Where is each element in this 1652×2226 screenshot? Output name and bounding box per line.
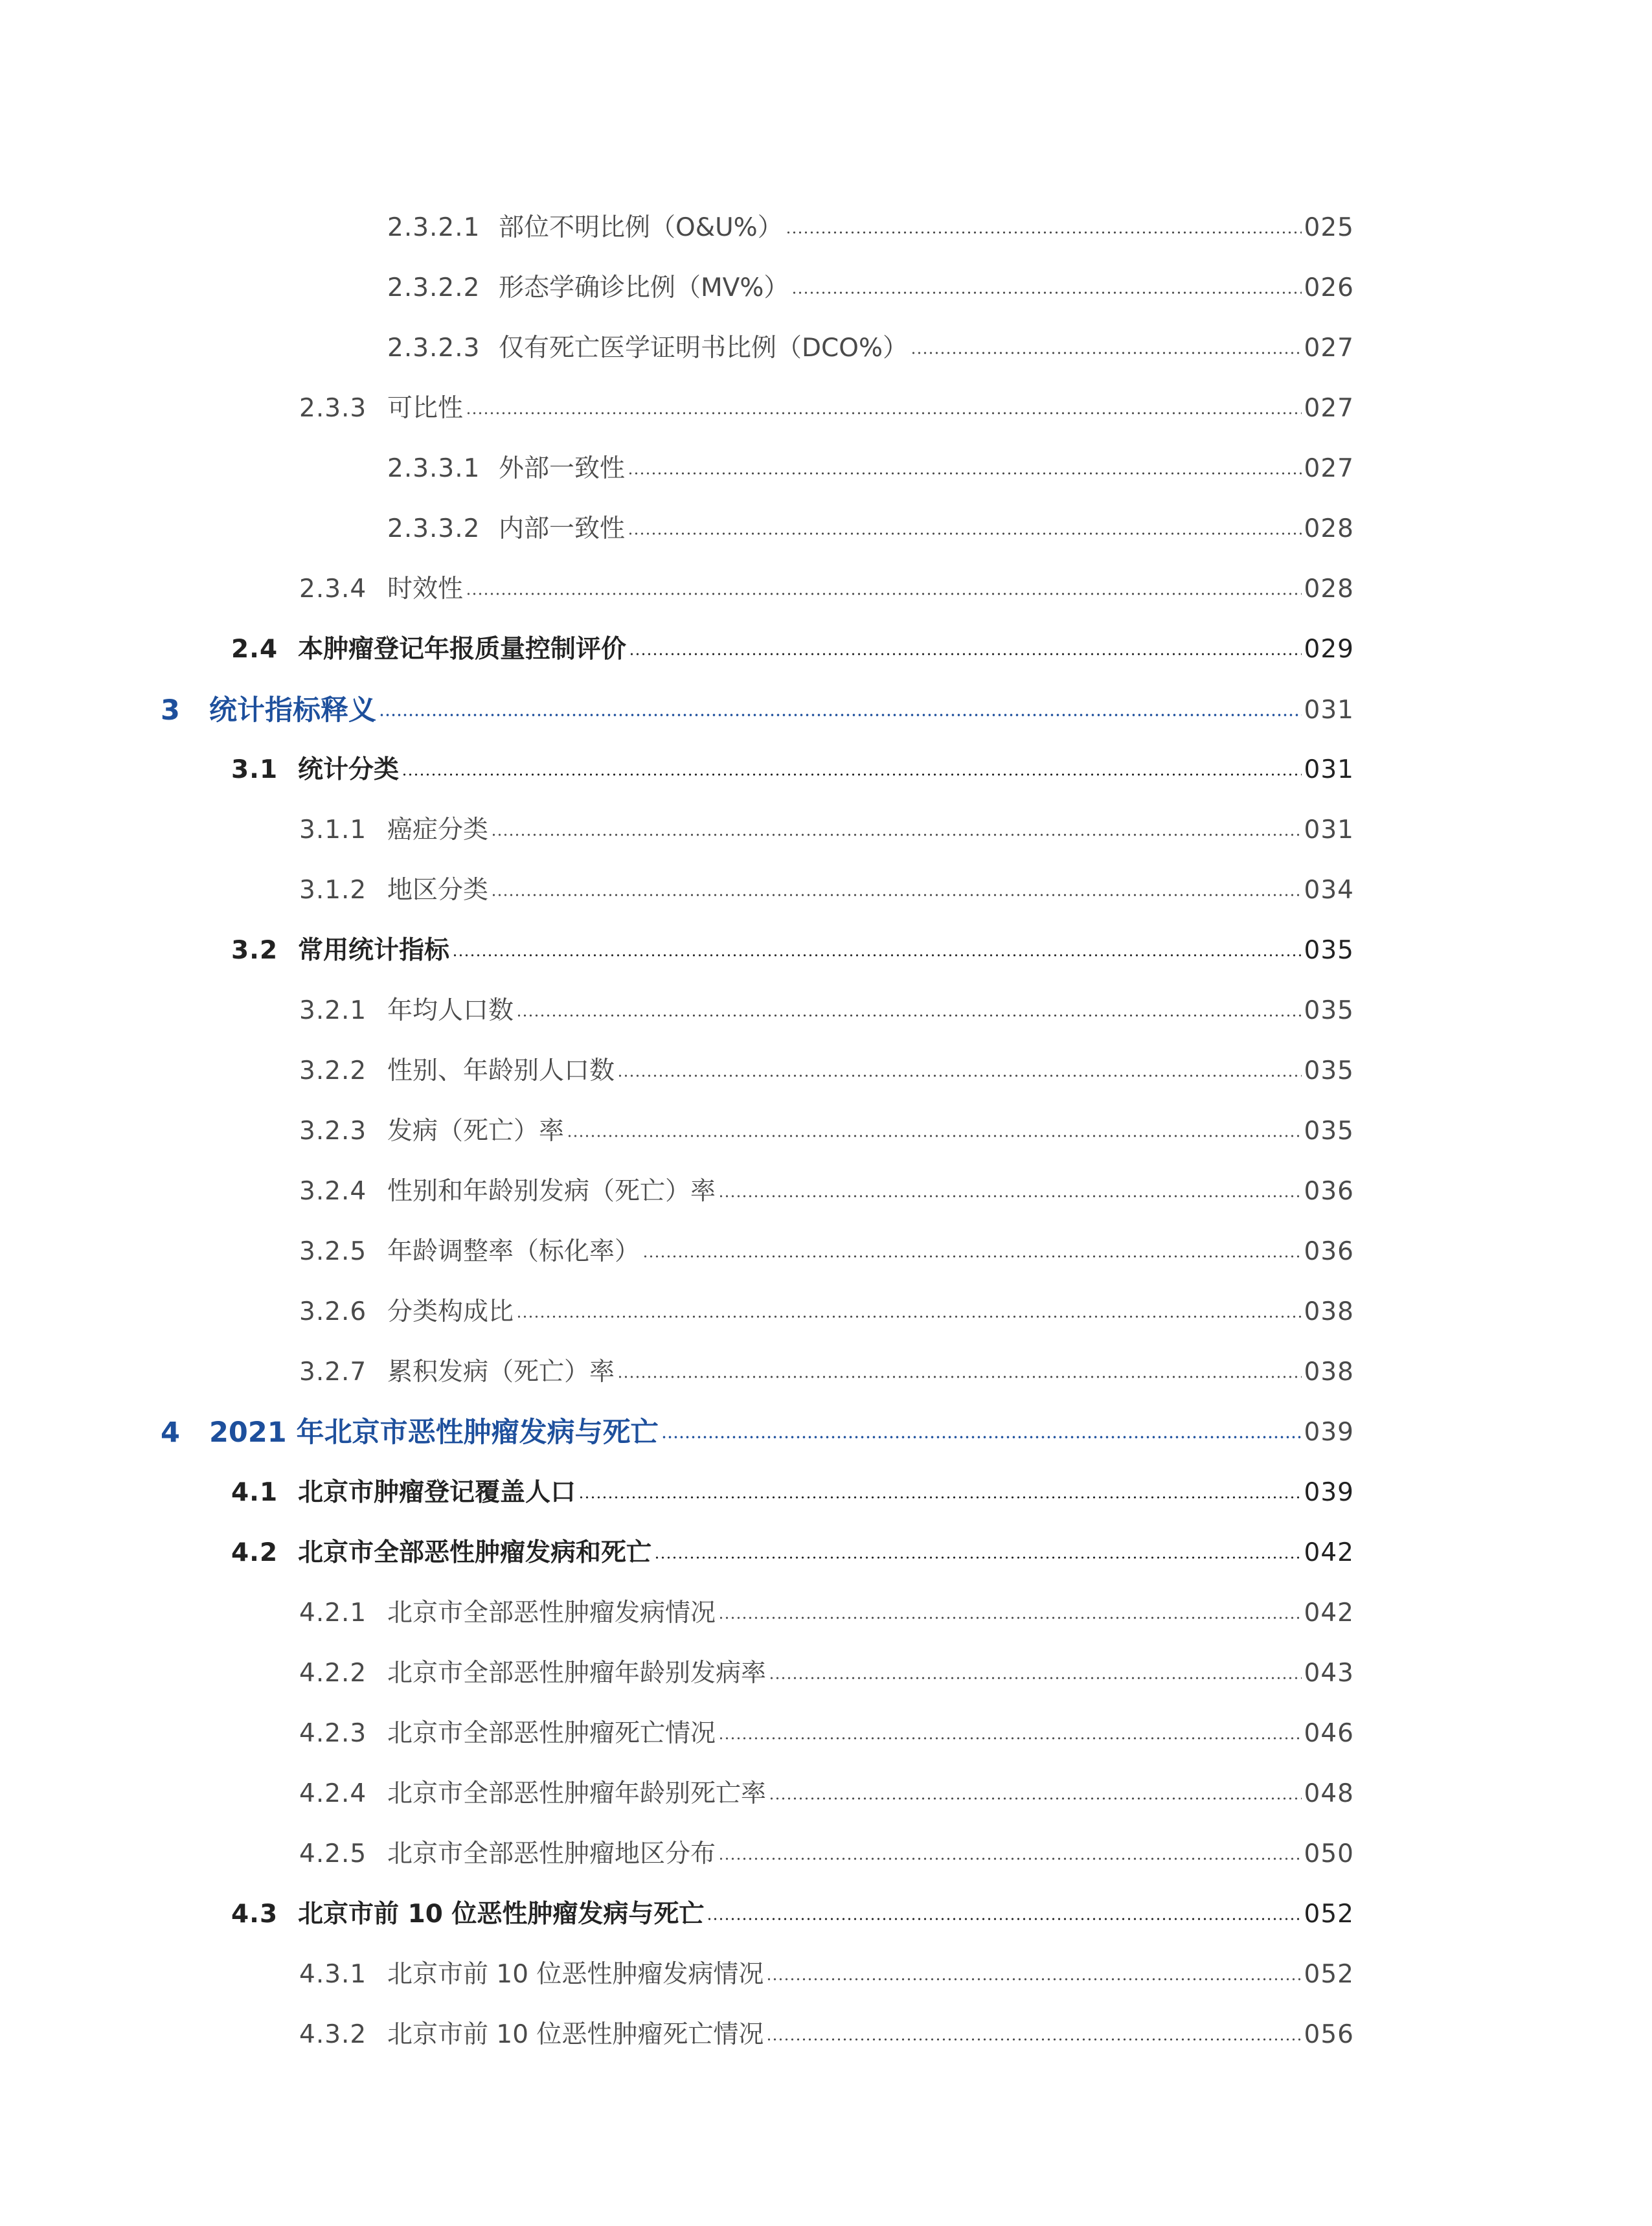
toc-entry-title: 性别、年龄别人口数 xyxy=(387,1056,615,1085)
toc-entry-title: 发病（死亡）率 xyxy=(387,1117,565,1146)
toc-entry-page: 028 xyxy=(1304,514,1354,543)
toc-entry-number: 3.2.6 xyxy=(299,1297,367,1326)
toc-entry-page: 025 xyxy=(1304,213,1354,242)
toc-entry-number: 3.2.7 xyxy=(299,1357,367,1387)
toc-entry-number: 4.2 xyxy=(231,1538,278,1567)
toc-entry[interactable] xyxy=(387,449,1354,488)
toc-entry-number: 2.3.2.2 xyxy=(387,273,481,302)
toc-entry-number: 3.2.1 xyxy=(299,996,367,1025)
toc-entry-page: 028 xyxy=(1304,574,1354,604)
toc-entry-page: 048 xyxy=(1304,1779,1354,1808)
toc-entry-title: 性别和年龄别发病（死亡）率 xyxy=(387,1177,716,1206)
dot-leader xyxy=(491,833,1302,837)
toc-entry-number: 3.1.1 xyxy=(299,815,367,845)
toc-entry-title: 北京市全部恶性肿瘤发病和死亡 xyxy=(298,1538,652,1567)
toc-entry-number: 3.2.5 xyxy=(299,1237,367,1266)
toc-entry-page: 026 xyxy=(1304,273,1354,302)
toc-entry-number: 3.2 xyxy=(231,936,278,965)
toc-entry-page: 035 xyxy=(1304,996,1354,1025)
toc-entry-page: 031 xyxy=(1304,696,1354,725)
toc-entry-title: 外部一致性 xyxy=(499,454,626,483)
dot-leader xyxy=(567,1134,1302,1138)
toc-entry-title: 统计分类 xyxy=(298,755,400,784)
toc-entry-number: 3.1 xyxy=(231,755,278,784)
dot-leader xyxy=(769,1797,1302,1800)
toc-entry[interactable] xyxy=(299,1714,1354,1753)
toc-entry-number: 3 xyxy=(161,694,181,727)
toc-entry-title: 北京市全部恶性肿瘤年龄别死亡率 xyxy=(387,1779,767,1808)
toc-entry[interactable] xyxy=(231,1895,1354,1934)
toc-entry-title: 常用统计指标 xyxy=(298,936,450,965)
toc-entry-title: 可比性 xyxy=(387,394,464,423)
dot-leader xyxy=(661,1435,1302,1439)
toc-entry-number: 4.2.5 xyxy=(299,1839,367,1868)
toc-entry[interactable] xyxy=(231,630,1354,669)
dot-leader xyxy=(617,1074,1302,1078)
toc-entry-page: 036 xyxy=(1304,1177,1354,1206)
dot-leader xyxy=(769,1676,1302,1680)
toc-entry-number: 4.2.4 xyxy=(299,1779,367,1808)
toc-entry-title: 分类构成比 xyxy=(387,1297,514,1326)
toc-entry-page: 035 xyxy=(1304,1117,1354,1146)
toc-entry-title: 仅有死亡医学证明书比例（DCO%） xyxy=(499,334,909,363)
toc-entry[interactable] xyxy=(299,1112,1354,1151)
toc-entry-number: 4.3 xyxy=(231,1900,278,1929)
toc-entry-number: 3.2.3 xyxy=(299,1117,367,1146)
toc-entry-page: 052 xyxy=(1304,1960,1354,1989)
toc-entry[interactable] xyxy=(387,329,1354,368)
toc-entry-page: 038 xyxy=(1304,1297,1354,1326)
toc-entry-number: 3.2.4 xyxy=(299,1177,367,1206)
toc-entry[interactable] xyxy=(231,1473,1354,1512)
toc-entry-number: 4.2.1 xyxy=(299,1598,367,1628)
toc-entry-title: 统计指标释义 xyxy=(209,694,376,727)
dot-leader xyxy=(379,713,1302,717)
toc-entry[interactable] xyxy=(299,1594,1354,1633)
toc-entry[interactable] xyxy=(299,1052,1354,1091)
toc-entry-page: 031 xyxy=(1304,755,1354,784)
toc-entry-page: 031 xyxy=(1304,815,1354,845)
toc-entry-number: 2.4 xyxy=(231,635,278,664)
dot-leader xyxy=(766,1977,1301,1981)
toc-entry-title: 北京市前 10 位恶性肿瘤发病与死亡 xyxy=(298,1900,705,1929)
dot-leader xyxy=(718,1736,1302,1740)
dot-leader xyxy=(491,893,1302,897)
toc-entry-title: 累积发病（死亡）率 xyxy=(387,1357,615,1387)
toc-entry[interactable] xyxy=(299,1293,1354,1332)
toc-entry-page: 035 xyxy=(1304,936,1354,965)
dot-leader xyxy=(466,592,1302,596)
toc-entry-page: 035 xyxy=(1304,1056,1354,1085)
toc-entry-number: 4.2.3 xyxy=(299,1719,367,1748)
toc-entry-number: 2.3.3 xyxy=(299,394,367,423)
toc-entry[interactable] xyxy=(231,751,1354,789)
toc-entry-title: 形态学确诊比例（MV%） xyxy=(499,273,789,302)
dot-leader xyxy=(516,1014,1302,1017)
toc-entry-number: 2.3.2.3 xyxy=(387,334,481,363)
dot-leader xyxy=(707,1917,1301,1921)
dot-leader xyxy=(718,1616,1302,1620)
toc-entry[interactable] xyxy=(299,1232,1354,1271)
toc-entry-title: 北京市肿瘤登记覆盖人口 xyxy=(298,1478,576,1507)
toc-entry-number: 2.3.2.1 xyxy=(387,213,481,242)
dot-leader xyxy=(791,291,1301,295)
dot-leader xyxy=(466,411,1302,415)
toc-entry-number: 4.1 xyxy=(231,1478,278,1507)
toc-entry-title: 北京市前 10 位恶性肿瘤发病情况 xyxy=(387,1960,764,1989)
toc-entry-title: 北京市前 10 位恶性肿瘤死亡情况 xyxy=(387,2020,764,2049)
toc-entry-page: 029 xyxy=(1304,635,1354,664)
dot-leader xyxy=(718,1194,1302,1198)
toc-entry[interactable] xyxy=(299,992,1354,1030)
toc-entry[interactable] xyxy=(299,389,1354,428)
toc-entry-title: 北京市全部恶性肿瘤死亡情况 xyxy=(387,1719,716,1748)
dot-leader xyxy=(766,2038,1301,2041)
toc-entry-number: 3.1.2 xyxy=(299,876,367,905)
toc-chapter[interactable] xyxy=(161,1413,1354,1452)
toc-entry-title: 年龄调整率（标化率） xyxy=(387,1237,640,1266)
toc-entry-number: 2.3.4 xyxy=(299,574,367,604)
toc-entry[interactable] xyxy=(299,1353,1354,1392)
toc-entry-page: 042 xyxy=(1304,1538,1354,1567)
toc-entry[interactable] xyxy=(231,1534,1354,1573)
toc-entry-title: 北京市全部恶性肿瘤年龄别发病率 xyxy=(387,1659,767,1688)
toc-entry[interactable] xyxy=(299,1955,1354,1994)
toc-entry-page: 056 xyxy=(1304,2020,1354,2049)
toc-entry-number: 2.3.3.1 xyxy=(387,454,481,483)
dot-leader xyxy=(617,1375,1302,1379)
toc-entry-number: 4.3.2 xyxy=(299,2020,367,2049)
dot-leader xyxy=(718,1857,1302,1861)
toc-entry[interactable] xyxy=(299,1654,1354,1693)
dot-leader xyxy=(629,652,1302,656)
toc-entry[interactable] xyxy=(387,510,1354,549)
dot-leader xyxy=(628,471,1302,475)
dot-leader xyxy=(911,351,1302,355)
toc-entry-page: 042 xyxy=(1304,1598,1354,1628)
toc-entry-page: 039 xyxy=(1304,1478,1354,1507)
toc-entry-title: 地区分类 xyxy=(387,876,489,905)
toc-entry[interactable] xyxy=(231,931,1354,970)
toc-entry-title: 年均人口数 xyxy=(387,996,514,1025)
toc-entry-title: 时效性 xyxy=(387,574,464,604)
toc-entry-page: 027 xyxy=(1304,454,1354,483)
toc-entry-title: 北京市全部恶性肿瘤地区分布 xyxy=(387,1839,716,1868)
toc-entry[interactable] xyxy=(299,871,1354,910)
toc-entry[interactable] xyxy=(299,570,1354,609)
toc-entry-title: 内部一致性 xyxy=(499,514,626,543)
toc-entry-page: 027 xyxy=(1304,394,1354,423)
dot-leader xyxy=(402,773,1302,777)
toc-entry-page: 043 xyxy=(1304,1659,1354,1688)
toc-entry-page: 039 xyxy=(1304,1418,1354,1447)
toc-entry-title: 北京市全部恶性肿瘤发病情况 xyxy=(387,1598,716,1628)
toc-entry-number: 4 xyxy=(161,1416,181,1449)
toc-entry-page: 050 xyxy=(1304,1839,1354,1868)
dot-leader xyxy=(578,1495,1302,1499)
toc-entry-number: 2.3.3.2 xyxy=(387,514,481,543)
toc-entry[interactable] xyxy=(299,2016,1354,2054)
toc-entry-page: 052 xyxy=(1304,1900,1354,1929)
toc-entry[interactable] xyxy=(387,209,1354,247)
dot-leader xyxy=(786,231,1302,234)
dot-leader xyxy=(516,1315,1302,1319)
toc-entry[interactable] xyxy=(299,1775,1354,1813)
toc-entry-title: 癌症分类 xyxy=(387,815,489,845)
toc-entry[interactable] xyxy=(299,1172,1354,1211)
toc-entry-number: 4.2.2 xyxy=(299,1659,367,1688)
toc-entry-title: 部位不明比例（O&U%） xyxy=(499,213,783,242)
toc-entry-page: 038 xyxy=(1304,1357,1354,1387)
toc-entry-page: 046 xyxy=(1304,1719,1354,1748)
toc-entry-page: 027 xyxy=(1304,334,1354,363)
toc-entry[interactable] xyxy=(299,1835,1354,1874)
dot-leader xyxy=(452,953,1302,957)
toc-entry-number: 3.2.2 xyxy=(299,1056,367,1085)
toc-entry-page: 034 xyxy=(1304,876,1354,905)
toc-entry-title: 2021 年北京市恶性肿瘤发病与死亡 xyxy=(209,1416,659,1449)
toc-entry[interactable] xyxy=(387,269,1354,308)
toc-entry-page: 036 xyxy=(1304,1237,1354,1266)
dot-leader xyxy=(628,532,1302,536)
dot-leader xyxy=(654,1556,1302,1560)
toc-entry-title: 本肿瘤登记年报质量控制评价 xyxy=(298,635,627,664)
toc-chapter[interactable] xyxy=(161,691,1354,730)
dot-leader xyxy=(642,1255,1302,1258)
toc-entry-number: 4.3.1 xyxy=(299,1960,367,1989)
toc-entry[interactable] xyxy=(299,811,1354,850)
